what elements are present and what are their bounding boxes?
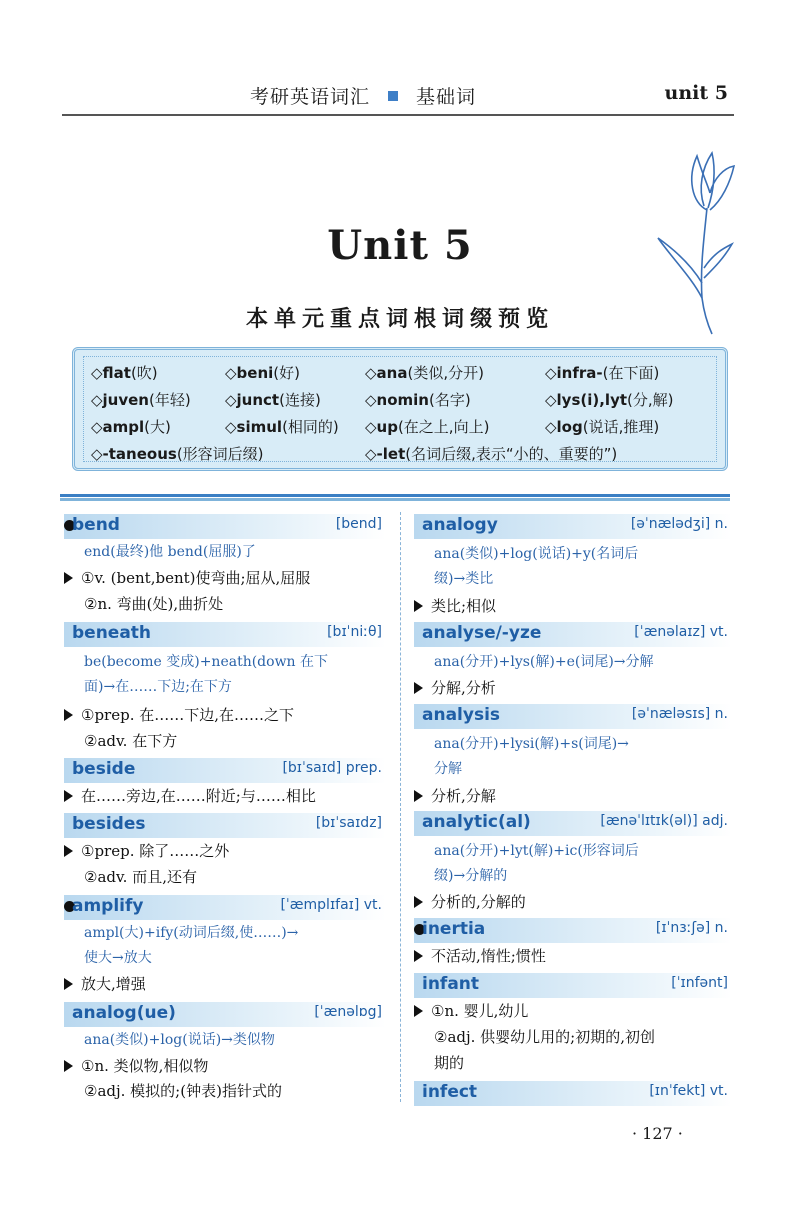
phonetic: [ˈænəlaɪz] vt. xyxy=(634,624,728,640)
phonetic: [ɪnˈfekt] vt. xyxy=(649,1083,728,1099)
triangle-icon xyxy=(64,845,73,857)
headword: analyse/-yze xyxy=(422,623,542,643)
page-header xyxy=(62,78,734,116)
definition: 分析,分解 xyxy=(414,784,496,809)
triangle-icon xyxy=(64,572,73,584)
entry-header-beside xyxy=(64,758,386,783)
preview-item: ◇ampl(大) xyxy=(91,418,171,436)
entry-header-besides xyxy=(64,813,386,838)
headword: bend xyxy=(72,515,120,535)
preview-item: ◇junct(连接) xyxy=(225,391,321,409)
triangle-icon xyxy=(414,790,423,802)
entry-header-analytic xyxy=(414,811,732,836)
headword: inertia xyxy=(422,919,486,939)
definition: 期的 xyxy=(434,1054,465,1072)
etymology: 分解 xyxy=(434,761,462,777)
entry-header-infant xyxy=(414,973,732,998)
etymology: ampl(大)+ify(动词后缀,使……)→ xyxy=(84,925,299,941)
phonetic: [əˈnælədʒi] n. xyxy=(630,516,728,532)
entry-header-bend xyxy=(64,514,386,539)
entry-header-beneath xyxy=(64,622,386,647)
triangle-icon xyxy=(414,682,423,694)
page-number: · 127 · xyxy=(632,1124,683,1143)
section-title: 基础词 xyxy=(416,86,477,108)
phonetic: [bɪˈsaɪdz] xyxy=(315,815,382,831)
definition: 不活动,惰性;惯性 xyxy=(414,944,546,969)
phonetic: [bend] xyxy=(335,516,382,532)
definition: ②adj. 模拟的;(钟表)指针式的 xyxy=(84,1082,282,1100)
phonetic: [ˈænəlɒg] xyxy=(314,1004,382,1020)
definition: ②adv. 而且,还有 xyxy=(84,868,197,886)
triangle-icon xyxy=(414,1005,423,1017)
unit-label: unit 5 xyxy=(664,82,728,104)
preview-item: ◇ana(类似,分开) xyxy=(365,364,484,382)
preview-item: ◇juven(年轻) xyxy=(91,391,191,409)
preview-item: ◇beni(好) xyxy=(225,364,300,382)
preview-item: ◇-taneous(形容词后缀) xyxy=(91,445,264,463)
square-icon xyxy=(388,91,398,101)
etymology: ana(分开)+lyt(解)+ic(形容词后 xyxy=(434,843,639,859)
section-divider xyxy=(60,494,730,501)
definition: ①v. (bent,bent)使弯曲;屈从,屈服 xyxy=(64,566,310,591)
triangle-icon xyxy=(64,709,73,721)
etymology: 面)→在……下边;在下方 xyxy=(84,679,232,695)
phonetic: [ænəˈlɪtɪk(əl)] adj. xyxy=(600,813,728,829)
preview-item: ◇nomin(名字) xyxy=(365,391,471,409)
definition: 分析的,分解的 xyxy=(414,890,526,915)
headword: infect xyxy=(422,1082,478,1102)
unit-title: Unit 5 xyxy=(327,222,473,269)
preview-item: ◇infra-(在下面) xyxy=(545,364,660,382)
headword: analysis xyxy=(422,705,501,725)
definition: ①n. 类似物,相似物 xyxy=(64,1054,208,1079)
triangle-icon xyxy=(64,1060,73,1072)
book-title: 考研英语词汇 xyxy=(250,86,371,108)
headword: analog(ue) xyxy=(72,1003,176,1023)
column-divider xyxy=(400,512,401,1102)
root-preview-box xyxy=(72,347,728,471)
entry-header-inertia xyxy=(414,918,732,943)
etymology: 缀)→分解的 xyxy=(434,868,508,884)
definition: ②n. 弯曲(处),曲折处 xyxy=(84,595,224,613)
headword: beside xyxy=(72,759,136,779)
etymology: ana(类似)+log(说话)+y(名词后 xyxy=(434,546,639,562)
preview-item: ◇-let(名词后缀,表示“小的、重要的”) xyxy=(365,445,618,463)
etymology: ana(分开)+lysi(解)+s(词尾)→ xyxy=(434,736,629,752)
etymology: ana(分开)+lys(解)+e(词尾)→分解 xyxy=(434,654,654,670)
etymology: ana(类似)+log(说话)→类似物 xyxy=(84,1032,275,1048)
entry-header-analogue xyxy=(64,1002,386,1027)
entry-header-analysis xyxy=(414,704,732,729)
headword: amplify xyxy=(72,896,144,916)
triangle-icon xyxy=(414,896,423,908)
phonetic: [ɪˈnɜːʃə] n. xyxy=(655,920,728,936)
entry-header-analyse xyxy=(414,622,732,647)
etymology: be(become 变成)+neath(down 在下 xyxy=(84,654,329,670)
triangle-icon xyxy=(64,790,73,802)
headword: analytic(al) xyxy=(422,812,531,832)
triangle-icon xyxy=(64,978,73,990)
triangle-icon xyxy=(414,600,423,612)
phonetic: [bɪˈniːθ] xyxy=(327,624,382,640)
headword: besides xyxy=(72,814,146,834)
headword: beneath xyxy=(72,623,152,643)
phonetic: [bɪˈsaɪd] prep. xyxy=(282,760,382,776)
definition: 类比;相似 xyxy=(414,594,496,619)
preview-item: ◇log(说话,推理) xyxy=(545,418,660,436)
definition: 放大,增强 xyxy=(64,972,146,997)
preview-item: ◇simul(相同的) xyxy=(225,418,339,436)
preview-item: ◇lys(i),lyt(分,解) xyxy=(545,391,674,409)
preview-item: ◇up(在之上,向上) xyxy=(365,418,490,436)
definition: ②adj. 供婴幼儿用的;初期的,初创 xyxy=(434,1028,656,1046)
definition: 在……旁边,在……附近;与……相比 xyxy=(64,784,316,809)
etymology: end(最终)他 bend(屈服)了 xyxy=(84,544,256,560)
triangle-icon xyxy=(414,950,423,962)
entry-header-analogy xyxy=(414,514,732,539)
phonetic: [əˈnæləsɪs] n. xyxy=(631,706,728,722)
etymology: 缀)→类比 xyxy=(434,571,494,587)
definition: ②adv. 在下方 xyxy=(84,732,178,750)
headword: analogy xyxy=(422,515,498,535)
entry-header-amplify xyxy=(64,895,386,920)
phonetic: [ˈæmplɪfaɪ] vt. xyxy=(280,897,382,913)
headword: infant xyxy=(422,974,480,994)
definition: 分解,分析 xyxy=(414,676,496,701)
definition: ①n. 婴儿,幼儿 xyxy=(414,999,528,1024)
definition: ①prep. 在……下边,在……之下 xyxy=(64,703,294,728)
running-title xyxy=(250,82,476,109)
phonetic: [ˈɪnfənt] xyxy=(671,975,728,991)
preview-subtitle: 本单元重点词根词缀预览 xyxy=(245,306,554,332)
preview-item: ◇flat(吹) xyxy=(91,364,158,382)
entry-header-infect xyxy=(414,1081,732,1106)
definition: ①prep. 除了……之外 xyxy=(64,839,229,864)
etymology: 使大→放大 xyxy=(84,950,152,966)
